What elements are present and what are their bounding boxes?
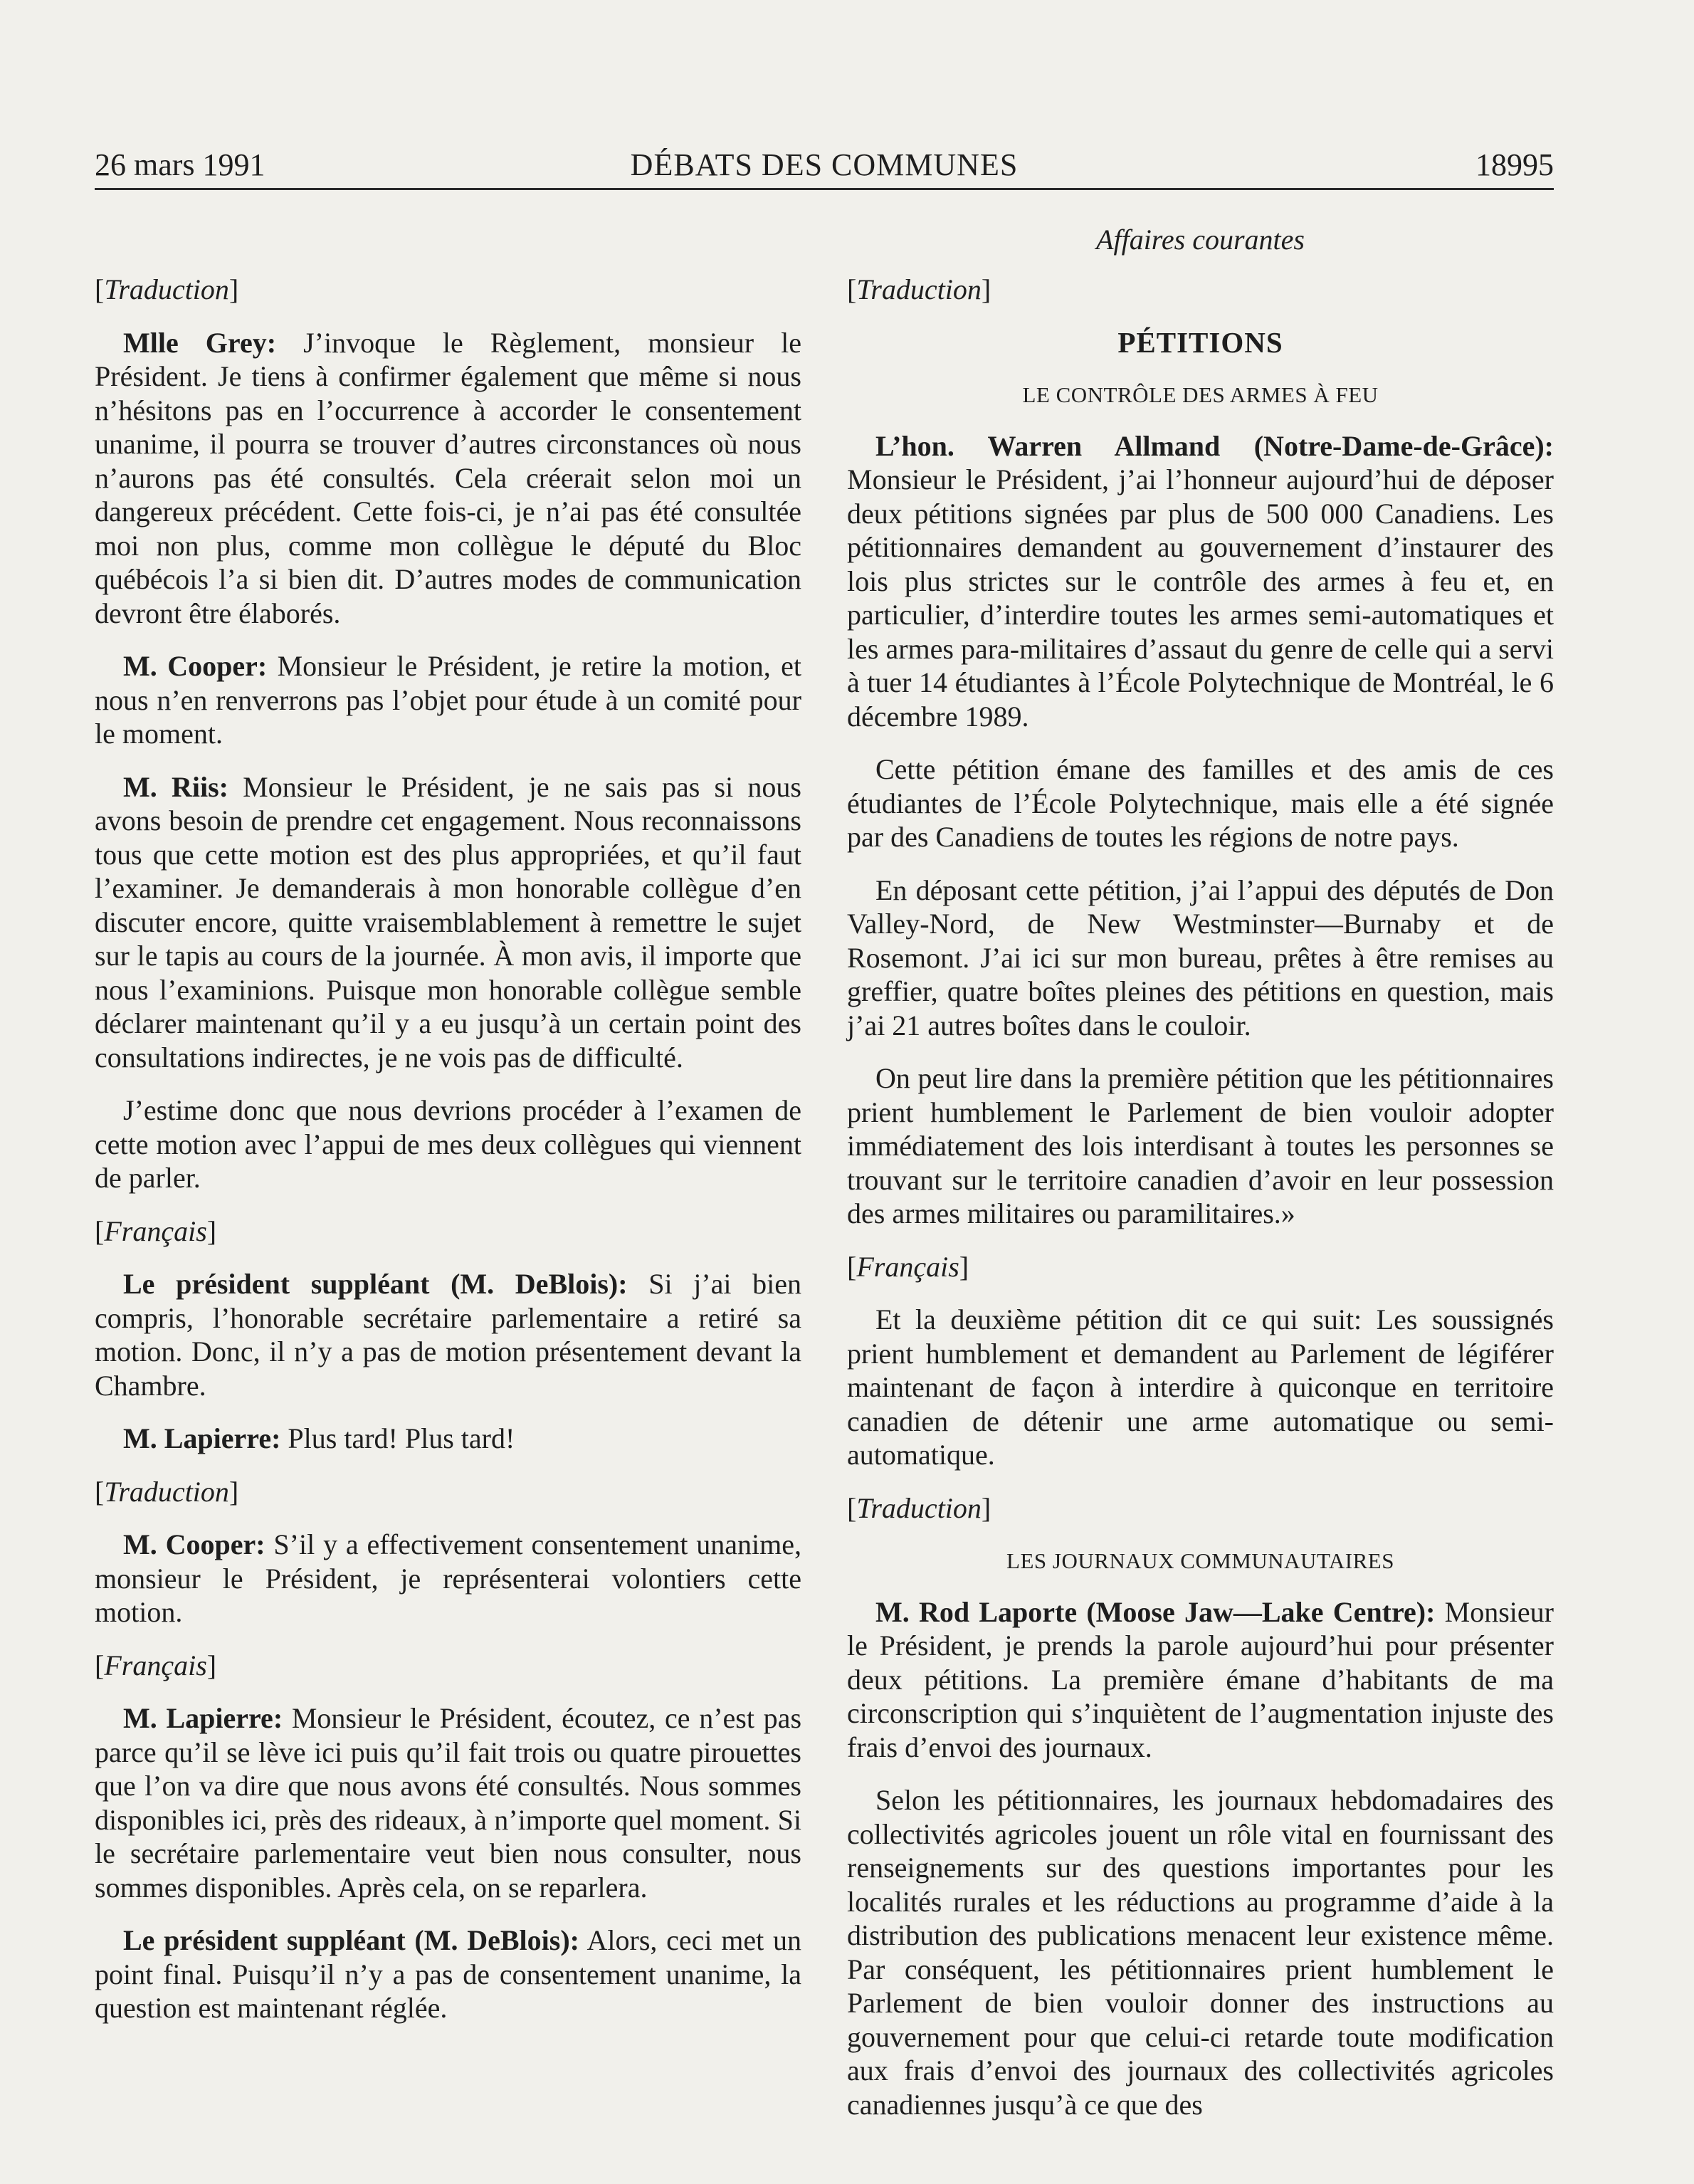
speech-paragraph: M. Lapierre: Monsieur le Président, écoutez, ce n’est pas parce qu’il se lève ici puis qu’il fait trois ou quatre pirouettes que l’on va dire que nous avons été consultés. Nous sommes disponibles ici, près des rideaux, à n’importe quel moment. Si le secrétaire parlementaire veut bien nous consulter, nous sommes disponibles. Après cela, on se reparlera. xyxy=(95,1702,802,1904)
header-date: 26 mars 1991 xyxy=(95,147,265,182)
header-page-number: 18995 xyxy=(1475,147,1554,182)
speaker-name: L’hon. Warren Allmand (Notre-Dame-de-Grâce): xyxy=(875,429,1554,462)
speech-paragraph: Le président suppléant (M. DeBlois): Alors, ceci met un point final. Puisqu’il n’y a pas de consentement unanime, la question est maintenant réglée. xyxy=(95,1924,801,2024)
language-tag: [Français] xyxy=(95,1649,217,1681)
speech-paragraph: Cette pétition émane des familles et des amis de ces étudiantes de l’École Polytechnique, mais elle a été signée par des Canadiens de toutes les régions de notre pays. xyxy=(847,753,1554,853)
speaker-name: M. Riis: xyxy=(123,770,228,803)
language-tag: [Traduction] xyxy=(847,273,991,305)
speaker-name: M. Lapierre: xyxy=(123,1702,283,1734)
section-running-head: Affaires courantes xyxy=(1096,224,1305,256)
subsection-heading: LES JOURNAUX COMMUNAUTAIRES xyxy=(1006,1548,1394,1573)
speech-paragraph: J’estime donc que nous devrions procéder à l’examen de cette motion avec l’appui de mes deux collègues qui viennent de parler. xyxy=(95,1094,801,1194)
header-title: DÉBATS DES COMMUNES xyxy=(630,147,1019,182)
speech-paragraph: En déposant cette pétition, j’ai l’appui des députés de Don Valley-Nord, de New Westminster—Burnaby et de Rosemont. J’ai ici sur mon bureau, prêtes à être remises au greffier, quatre boîtes pleines des pétitions en question, mais j’ai 21 autres boîtes dans le couloir. xyxy=(847,873,1554,1041)
speech-paragraph: Le président suppléant (M. DeBlois): Si j’ai bien compris, l’honorable secrétaire parlementaire a retiré sa motion. Donc, il n’y a pas de motion présentement devant la Chambre. xyxy=(95,1268,802,1402)
speaker-name: Le président suppléant (M. DeBlois): xyxy=(123,1924,579,1956)
language-tag: [Français] xyxy=(95,1214,217,1247)
speech-paragraph: Mlle Grey: J’invoque le Règlement, monsieur le Président. Je tiens à confirmer également que même si nous n’hésitons pas en l’occurrence à accorder le consentement unanime, il pourra se trouver d’autres circonstances où nous n’aurons pas été consultés. Cela créerait selon moi un dangereux précédent. Cette fois-ci, je n’ai pas été consultée moi non plus, comme mon collègue le député du Bloc québécois l’a si bien dit. D’autres modes de communication devront être élaborés. xyxy=(95,326,802,629)
speaker-name: M. Cooper: xyxy=(123,650,268,682)
speech-paragraph: Selon les pétitionnaires, les journaux hebdomadaires des collectivités agricoles jouent un rôle vital en fournissant des renseignements sur des questions importantes pour les localités rurales et les réductions au programme d’aide à la distribution des publications menacent leur existence même. Par conséquent, les pétitionnaires prient humblement le Parlement de bien vouloir donner des instructions au gouvernement pour que celui-ci retarde toute modification aux frais d’envoi des journaux des collectivités agricoles canadiennes jusqu’à ce que des xyxy=(847,1784,1554,2121)
speech-paragraph: On peut lire dans la première pétition que les pétitionnaires prient humblement le Parlement de bien vouloir adopter immédiatement des lois interdisant à toutes les personnes se trouvant sur le territoire canadien d’avoir en leur possession des armes militaires ou paramilitaires.» xyxy=(847,1062,1554,1229)
left-column xyxy=(95,273,801,2044)
language-tag: [Français] xyxy=(847,1250,969,1283)
speech-paragraph: M. Lapierre: Plus tard! Plus tard! xyxy=(123,1422,515,1454)
language-tag: [Traduction] xyxy=(95,273,239,305)
speaker-name: M. Rod Laporte (Moose Jaw—Lake Centre): xyxy=(875,1595,1436,1628)
speech-paragraph: M. Cooper: S’il y a effectivement consentement unanime, monsieur le Président, je représenterai volontiers cette motion. xyxy=(95,1528,802,1628)
section-heading: PÉTITIONS xyxy=(1117,325,1283,359)
right-column xyxy=(847,273,1554,2141)
speech-paragraph: M. Riis: Monsieur le Président, je ne sais pas si nous avons besoin de prendre cet engagement. Nous reconnaissons tous que cette motion est des plus appropriées, et qu’il faut l’examiner. Je demanderais à mon honorable collègue d’en discuter encore, quitte vraisemblablement à remettre le sujet sur le tapis au cours de la journée. À mon avis, il importe que nous l’examinions. Puisque mon honorable collègue semble déclarer maintenant qu’il y a eu jusqu’à un certain point des consultations indirectes, je ne vois pas de difficulté. xyxy=(95,770,801,1073)
speaker-name: Le président suppléant (M. DeBlois): xyxy=(123,1268,628,1300)
subsection-heading: LE CONTRÔLE DES ARMES À FEU xyxy=(1022,382,1379,407)
speech-paragraph: L’hon. Warren Allmand (Notre-Dame-de-Grâce): Monsieur le Président, j’ai l’honneur aujourd’hui de déposer deux pétitions signées par plus de 500 000 Canadiens. Les pétitionnaires demandent au gouvernement d’instaurer des lois plus strictes sur le contrôle des armes à feu et, en particulier, d’interdire toutes les armes semi-automatiques et les armes para-militaires d’assaut du genre de celle qui a servi à tuer 14 étudiantes à l’École Polytechnique de Montréal, le 6 décembre 1989. xyxy=(847,429,1554,733)
page-header xyxy=(95,147,1554,189)
speaker-name: M. Lapierre: xyxy=(123,1422,281,1454)
header-rule xyxy=(95,188,1554,190)
speaker-name: Mlle Grey: xyxy=(123,326,277,359)
speech-paragraph: M. Cooper: Monsieur le Président, je retire la motion, et nous n’en renverrons pas l’objet pour étude à un comité pour le moment. xyxy=(95,650,801,750)
language-tag: [Traduction] xyxy=(847,1491,991,1524)
speech-paragraph: M. Rod Laporte (Moose Jaw—Lake Centre): Monsieur le Président, je prends la parole aujourd’hui pour présenter deux pétitions. La première émane d’habitants de ma circonscription qui s’inquiètent de l’augmentation injuste des frais d’envoi des journaux. xyxy=(847,1595,1554,1763)
speech-paragraph: Et la deuxième pétition dit ce qui suit: Les soussignés prient humblement et demandent au Parlement de légiférer maintenant de façon à interdire à quiconque en territoire canadien de détenir une arme automatique ou semi-automatique. xyxy=(847,1303,1554,1471)
language-tag: [Traduction] xyxy=(95,1475,239,1508)
speaker-name: M. Cooper: xyxy=(123,1528,265,1560)
